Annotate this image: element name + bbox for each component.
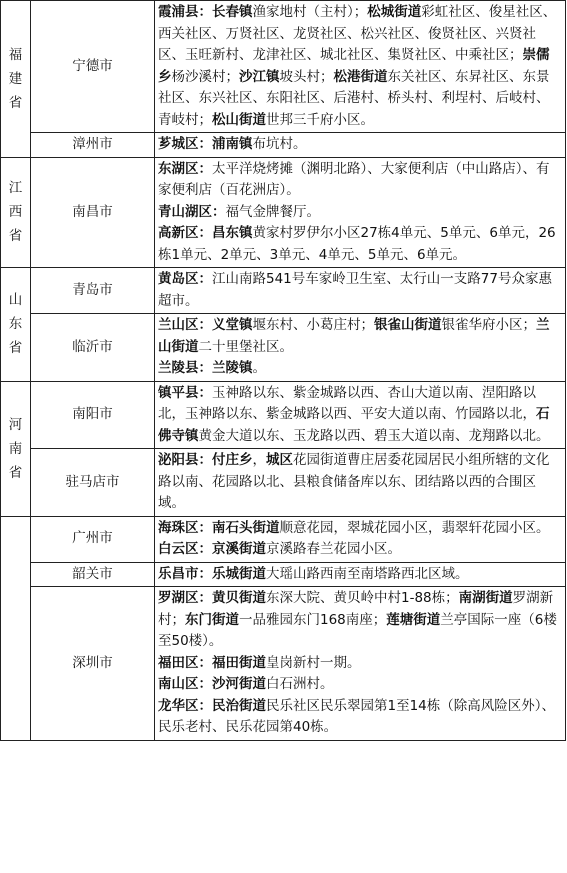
province-char: 河: [8, 416, 23, 433]
area-text: 江山南路541号车家岭卫生室、太行山一支路77号众家惠超市。: [158, 271, 552, 309]
district-or-street-label: 黄贝街道: [212, 590, 266, 606]
area-text: 堰东村、小葛庄村；: [252, 317, 374, 333]
table-body: [1, 1, 566, 741]
district-or-street-label: 罗湖区：: [158, 590, 212, 606]
area-text: 渔家地村（主村）；: [252, 4, 368, 20]
city-cell: 深圳市: [31, 587, 155, 741]
area-text: 太平洋烧烤摊（渊明北路）、大家便利店（中山路店）、有家便利店（百花洲店）。: [158, 160, 550, 198]
district-or-street-label: 青山湖区：: [158, 203, 226, 220]
table-row: [1, 157, 566, 268]
area-text: 彩虹社区、俊星社区、西关社区、万贤社区、龙贤社区、松兴社区、俊贤社区、兴贤社区、玉旺新村、龙津社区、城北社区、集贤社区、中乘社区；: [158, 4, 557, 63]
area-text: ，: [252, 452, 266, 468]
province-cell: [1, 381, 31, 516]
district-or-street-label: 泌阳县：: [158, 452, 212, 468]
district-or-street-label: 南湖街道: [458, 590, 513, 606]
district-or-street-label: 高新区：: [158, 225, 212, 241]
city-cell: 漳州市: [31, 133, 155, 158]
district-or-street-label: 兰陵县：: [158, 360, 212, 376]
district-or-street-label: 义堂镇: [212, 317, 253, 333]
district-or-street-label: 长春镇: [212, 4, 253, 20]
area-paragraph: [158, 539, 562, 561]
city-cell: 临沂市: [31, 314, 155, 382]
area-content-cell: [155, 562, 566, 587]
table-row: [1, 1, 566, 133]
province-cell: [1, 1, 31, 158]
area-text: 玉神路以东、紫金城路以西、杏山大道以南、涅阳路以北，玉神路以东、紫金城路以西、平安大道以南、竹园路以北，: [158, 384, 536, 422]
area-content-cell: [155, 157, 566, 268]
area-content-cell: [155, 381, 566, 449]
district-or-street-label: 龙华区：: [158, 697, 212, 714]
district-or-street-label: 福田街道: [212, 654, 266, 671]
area-text: 皇岗新村一期。: [266, 654, 361, 671]
area-text: 兰亭国际一座（6楼至50楼）。: [158, 611, 557, 649]
district-or-street-label: 芗城区：: [158, 136, 212, 152]
district-or-street-label: 崇儒乡: [158, 47, 550, 85]
district-or-street-label: 黄岛区：: [158, 271, 212, 287]
province-char: 江: [8, 180, 23, 197]
table-row: [1, 562, 566, 587]
province-char: 建: [8, 70, 23, 87]
district-or-street-label: 莲塘街道: [386, 611, 441, 628]
area-paragraph: [158, 653, 562, 675]
district-or-street-label: 兰陵镇: [212, 360, 253, 376]
city-cell: 驻马店市: [31, 449, 155, 517]
area-paragraph: [158, 518, 562, 540]
province-char: 西: [8, 204, 23, 221]
district-or-street-label: 银雀山街道: [374, 317, 442, 333]
district-or-street-label: 京溪街道: [212, 541, 266, 557]
area-content-cell: [155, 449, 566, 517]
table-row: [1, 133, 566, 158]
area-paragraph: [158, 450, 562, 515]
district-or-street-label: 东湖区：: [158, 160, 212, 177]
district-or-street-label: 兰山区：: [158, 317, 212, 333]
district-or-street-label: 乐城街道: [212, 565, 266, 582]
area-text: 坡头村；: [279, 68, 334, 85]
area-paragraph: [158, 202, 562, 224]
province-char: 福: [8, 46, 23, 63]
district-or-street-label: 城区: [266, 452, 293, 468]
area-text: 顺意花园，翠城花园小区，翡翠轩花园小区。: [279, 519, 550, 536]
province-char: 省: [8, 228, 23, 245]
table-row: [1, 314, 566, 382]
district-or-street-label: 兰山街道: [158, 317, 550, 355]
table-row: [1, 381, 566, 449]
area-text: 福气金牌餐厅。: [225, 203, 320, 220]
city-cell: 韶关市: [31, 562, 155, 587]
district-or-street-label: 浦南镇: [212, 136, 253, 152]
area-text: 世邦三千府小区。: [266, 111, 374, 128]
district-or-street-label: 松山街道: [212, 111, 266, 128]
district-or-street-label: 松港街道: [333, 68, 388, 85]
area-paragraph: [158, 159, 562, 202]
area-paragraph: [158, 383, 562, 448]
area-content-cell: [155, 133, 566, 158]
area-text: 花园街道曹庄居委花园居民小组所辖的文化路以南、花园路以北、县粮食储备库以东、团结路以西的合围区域。: [158, 452, 550, 511]
area-paragraph: [158, 588, 562, 653]
district-or-street-label: 海珠区：: [158, 519, 212, 536]
area-text: 布坑村。: [252, 136, 307, 152]
district-or-street-label: 沙江镇: [239, 68, 280, 85]
area-content-cell: [155, 268, 566, 314]
district-or-street-label: 松城街道: [367, 4, 422, 20]
city-cell: 南昌市: [31, 157, 155, 268]
table-row: [1, 449, 566, 517]
district-or-street-label: 乐昌市：: [158, 565, 212, 582]
district-or-street-label: 昌东镇: [212, 225, 253, 241]
area-paragraph: [158, 134, 562, 156]
province-char: 山: [8, 292, 23, 309]
area-text: 罗湖新村；: [158, 590, 554, 628]
area-text: 民乐社区民乐翠园第1至14栋（除高风险区外）、民乐老村、民乐花园第40栋。: [158, 697, 556, 735]
area-text: 一品雅园东门168南座；: [239, 611, 387, 628]
area-paragraph: [158, 564, 562, 586]
area-text: 黄家村罗伊尔小区27栋4单元、5单元、6单元，26栋1单元、2单元、3单元、4单元、5单元、6单元。: [158, 225, 556, 263]
area-text: 银雀华府小区；: [441, 317, 536, 333]
city-cell: 南阳市: [31, 381, 155, 449]
district-or-street-label: 霞浦县：: [158, 4, 212, 20]
district-or-street-label: 沙河街道: [212, 676, 266, 692]
province-char: 省: [8, 464, 23, 481]
table-row: [1, 587, 566, 741]
area-text: 二十里堡社区。: [198, 338, 293, 355]
area-paragraph: [158, 269, 562, 312]
area-text: 东关社区、东昇社区、东景社区、东兴社区、东阳社区、后港村、桥头村、利埕村、后岐村、青岐村；: [158, 68, 550, 128]
area-text: 杨沙溪村；: [171, 68, 239, 85]
district-or-street-label: 白云区：: [158, 541, 212, 557]
district-or-street-label: 南山区：: [158, 676, 212, 692]
district-or-street-label: 石佛寺镇: [158, 406, 550, 444]
city-cell: 宁德市: [31, 1, 155, 133]
province-char: 东: [8, 316, 23, 333]
area-paragraph: [158, 315, 562, 358]
district-or-street-label: 镇平县：: [158, 384, 212, 401]
city-cell: 广州市: [31, 516, 155, 562]
area-text: 大瑶山路西南至南塔路西北区域。: [266, 565, 469, 582]
area-paragraph: [158, 223, 562, 266]
area-text: 京溪路春兰花园小区。: [266, 541, 401, 557]
district-or-street-label: 福田区：: [158, 654, 212, 671]
province-char: 省: [8, 94, 23, 111]
area-paragraph: [158, 696, 562, 739]
area-text: 东深大院、黄贝岭中村1-88栋；: [266, 590, 459, 606]
area-text: 黄金大道以东、玉龙路以西、碧玉大道以南、龙翔路以北。: [198, 427, 550, 444]
province-cell: [1, 516, 31, 740]
district-or-street-label: 付庄乡: [212, 452, 253, 468]
district-or-street-label: 东门街道: [185, 611, 239, 628]
area-content-cell: [155, 314, 566, 382]
area-text: 白石洲村。: [266, 676, 334, 692]
table-row: [1, 516, 566, 562]
area-paragraph: [158, 2, 562, 131]
area-content-cell: [155, 587, 566, 741]
area-paragraph: [158, 674, 562, 696]
district-or-street-label: 南石头街道: [212, 519, 280, 536]
area-content-cell: [155, 516, 566, 562]
district-or-street-label: 民治街道: [212, 697, 266, 714]
province-char: 南: [8, 440, 23, 457]
table-row: [1, 268, 566, 314]
area-text: 。: [252, 360, 266, 376]
area-paragraph: [158, 358, 562, 380]
area-content-cell: [155, 1, 566, 133]
city-cell: 青岛市: [31, 268, 155, 314]
province-char: 省: [8, 340, 23, 357]
province-cell: [1, 268, 31, 382]
province-cell: [1, 157, 31, 268]
